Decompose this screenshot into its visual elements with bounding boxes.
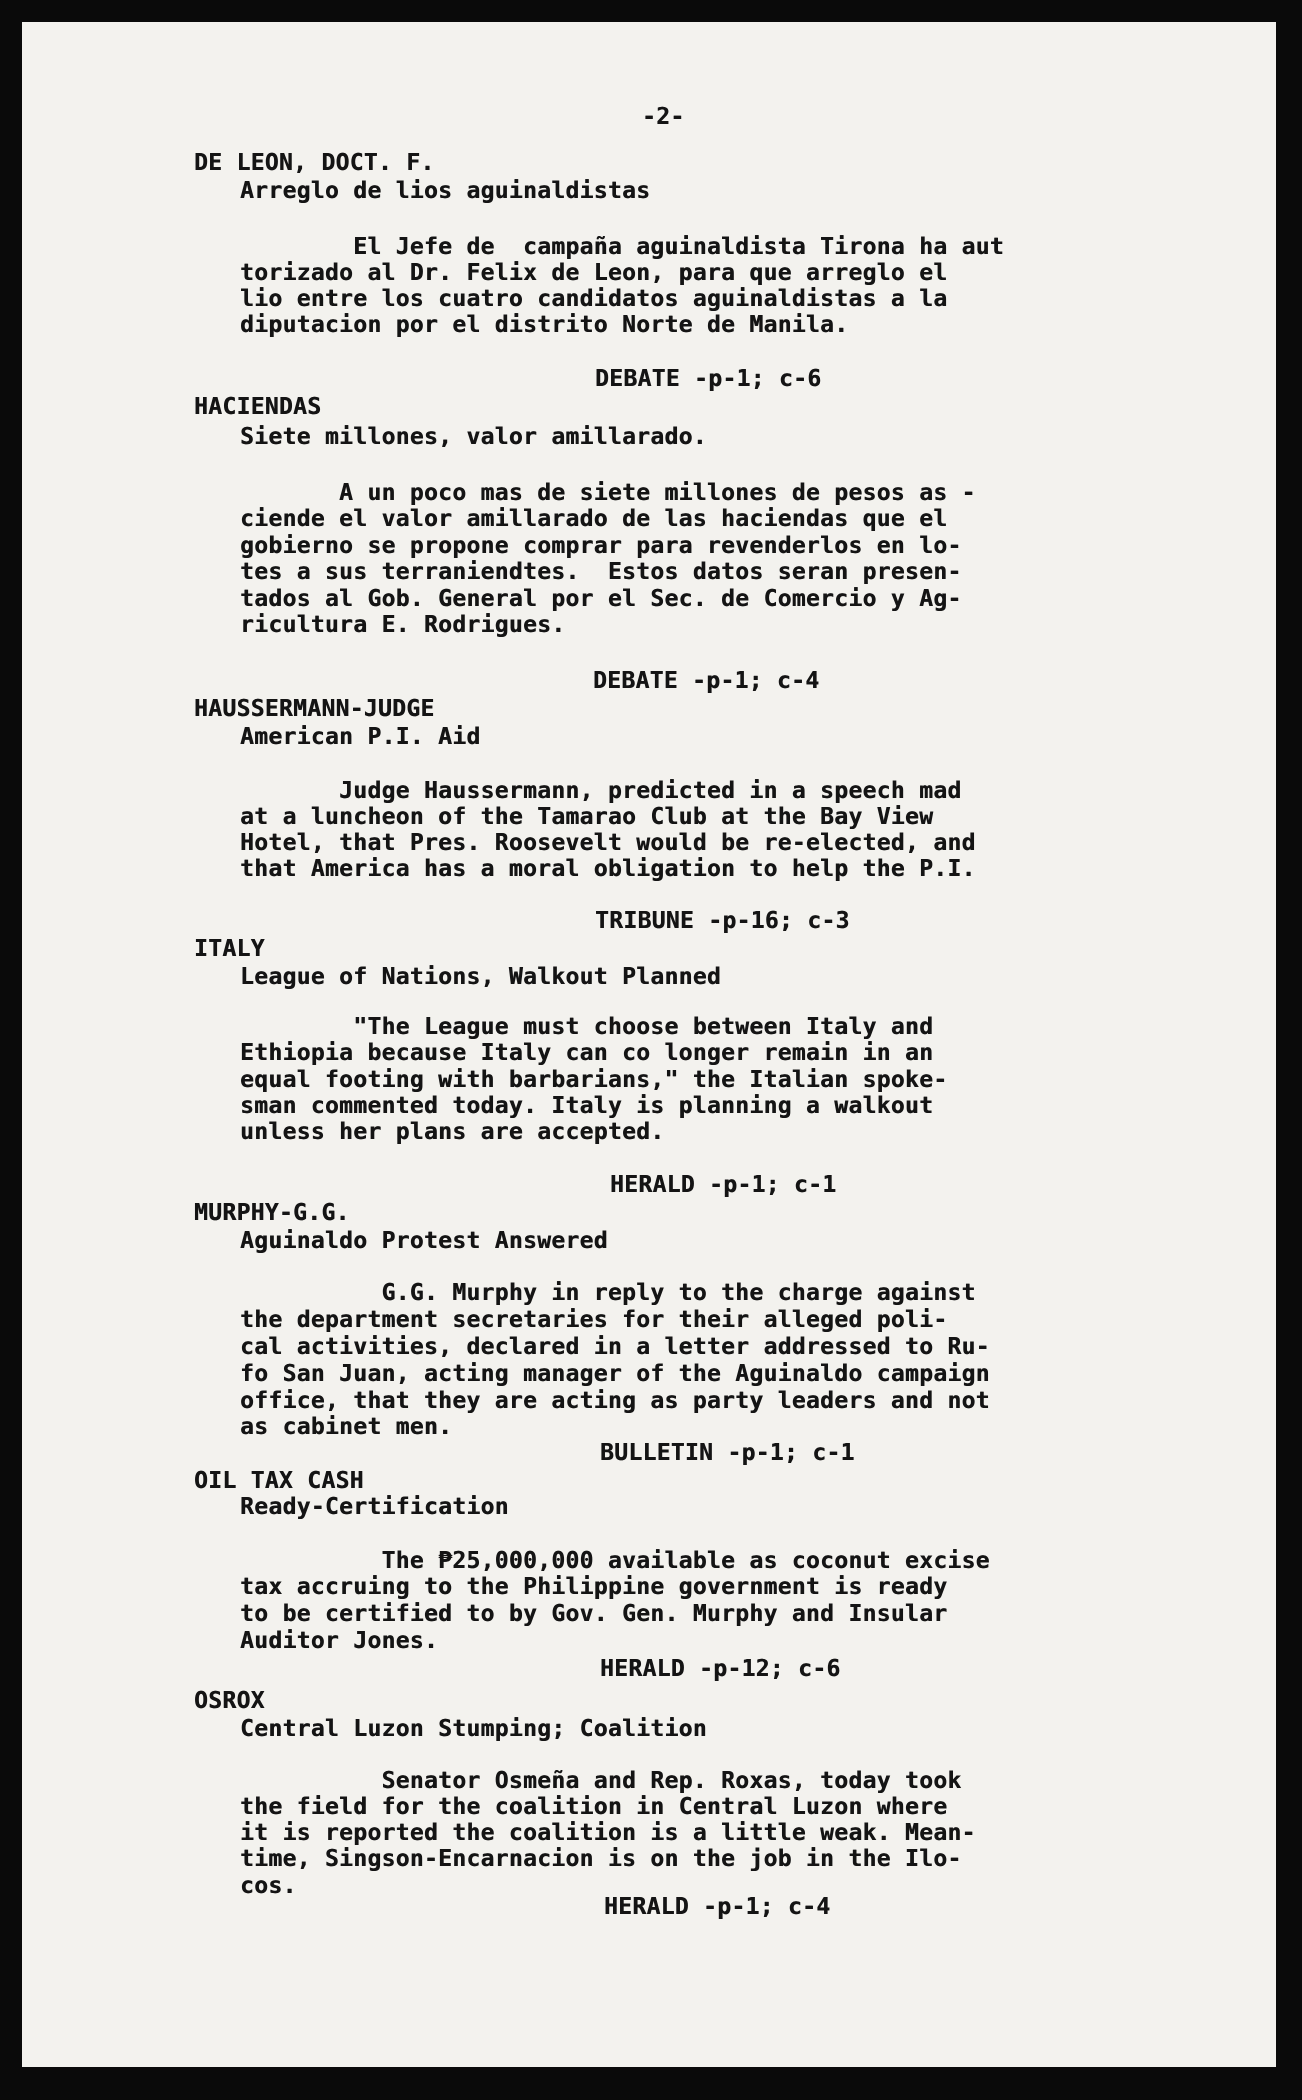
entry-body-line: A un poco mas de siete millones de pesos as - — [240, 480, 976, 506]
entry-body-line: as cabinet men. — [240, 1414, 453, 1440]
entry-body-line: El Jefe de campaña aguinaldista Tirona ha aut — [240, 234, 1004, 260]
entry-body-line: Senator Osmeña and Rep. Roxas, today took — [240, 1768, 962, 1794]
entry-subheading: League of Nations, Walkout Planned — [240, 964, 722, 990]
entry-heading: OIL TAX CASH — [194, 1468, 364, 1494]
entry-body-line: G.G. Murphy in reply to the charge against — [240, 1280, 976, 1306]
source-citation: HERALD -p-1; c-4 — [604, 1894, 831, 1920]
entry-body-line: tax accruing to the Philippine government is ready — [240, 1574, 948, 1600]
entry-body-line: unless her plans are accepted. — [240, 1119, 665, 1145]
entry-subheading: Arreglo de lios aguinaldistas — [240, 178, 651, 204]
entry-body-line: lio entre los cuatro candidatos aguinaldistas a la — [240, 286, 948, 312]
entry-subheading: Central Luzon Stumping; Coalition — [240, 1716, 707, 1742]
entry-body-line: sman commented today. Italy is planning a walkout — [240, 1093, 934, 1119]
entry-body-line: gobierno se propone comprar para revenderlos en lo- — [240, 533, 962, 559]
source-citation: TRIBUNE -p-16; c-3 — [595, 908, 850, 934]
entry-body-line: tados al Gob. General por el Sec. de Comercio y Ag- — [240, 586, 962, 612]
entry-body-line: that America has a moral obligation to help the P.I. — [240, 856, 976, 882]
entry-subheading: Siete millones, valor amillarado. — [240, 424, 707, 450]
entry-body-line: tes a sus terraniendtes. Estos datos seran presen- — [240, 559, 962, 585]
entry-body-line: the field for the coalition in Central Luzon where — [240, 1794, 948, 1820]
entry-body-line: the department secretaries for their alleged poli- — [240, 1307, 948, 1333]
source-citation: DEBATE -p-1; c-4 — [593, 668, 820, 694]
entry-body-line: fo San Juan, acting manager of the Aguinaldo campaign — [240, 1361, 990, 1387]
source-citation: HERALD -p-1; c-1 — [610, 1172, 837, 1198]
entry-body-line: The ₱25,000,000 available as coconut excise — [240, 1548, 990, 1574]
source-citation: BULLETIN -p-1; c-1 — [600, 1440, 855, 1466]
entry-body-line: cos. — [240, 1873, 297, 1899]
document-page — [22, 22, 1276, 2067]
entry-body-line: ciende el valor amillarado de las haciendas que el — [240, 506, 948, 532]
entry-heading: HACIENDAS — [194, 394, 322, 420]
source-citation: DEBATE -p-1; c-6 — [595, 366, 822, 392]
entry-body-line: torizado al Dr. Felix de Leon, para que arreglo el — [240, 260, 948, 286]
entry-body-line: equal footing with barbarians," the Italian spoke- — [240, 1067, 948, 1093]
entry-heading: HAUSSERMANN-JUDGE — [194, 696, 435, 722]
source-citation: HERALD -p-12; c-6 — [600, 1656, 841, 1682]
entry-heading: MURPHY-G.G. — [194, 1200, 350, 1226]
entry-body-line: office, that they are acting as party leaders and not — [240, 1388, 990, 1414]
entry-body-line: it is reported the coalition is a little weak. Mean- — [240, 1820, 976, 1846]
entry-body-line: Auditor Jones. — [240, 1628, 439, 1654]
entry-heading: OSROX — [194, 1688, 265, 1714]
entry-body-line: diputacion por el distrito Norte de Manila. — [240, 312, 849, 338]
entry-subheading: Ready-Certification — [240, 1494, 509, 1520]
entry-heading: DE LEON, DOCT. F. — [194, 150, 435, 176]
page-number: -2- — [642, 104, 685, 130]
entry-heading: ITALY — [194, 936, 265, 962]
entry-body-line: ricultura E. Rodrigues. — [240, 612, 566, 638]
entry-subheading: American P.I. Aid — [240, 724, 481, 750]
entry-body-line: at a luncheon of the Tamarao Club at the Bay View — [240, 804, 934, 830]
entry-subheading: Aguinaldo Protest Answered — [240, 1228, 608, 1254]
entry-body-line: Hotel, that Pres. Roosevelt would be re-elected, and — [240, 830, 976, 856]
entry-body-line: to be certified to by Gov. Gen. Murphy and Insular — [240, 1601, 948, 1627]
entry-body-line: Ethiopia because Italy can co longer remain in an — [240, 1040, 934, 1066]
entry-body-line: Judge Haussermann, predicted in a speech mad — [240, 778, 962, 804]
entry-body-line: cal activities, declared in a letter addressed to Ru- — [240, 1334, 990, 1360]
entry-body-line: "The League must choose between Italy and — [240, 1014, 934, 1040]
entry-body-line: time, Singson-Encarnacion is on the job in the Ilo- — [240, 1846, 962, 1872]
